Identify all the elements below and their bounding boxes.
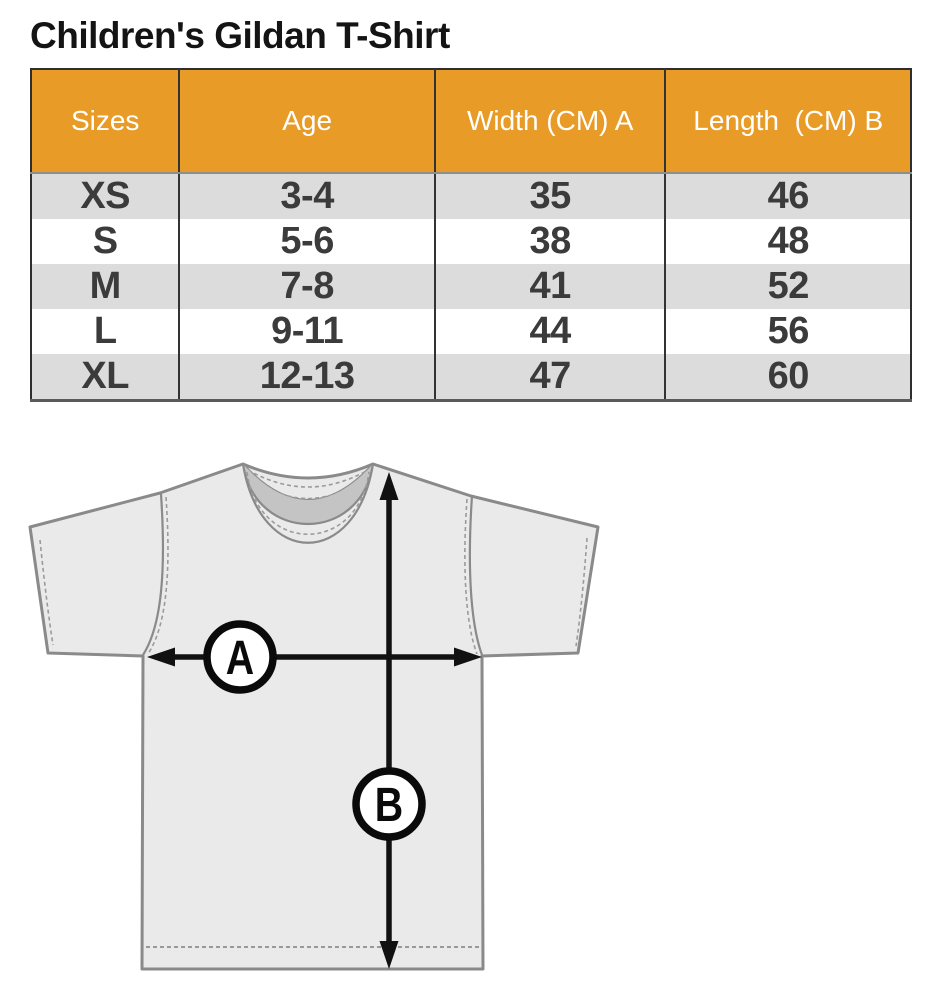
table-row-xs	[31, 173, 911, 219]
cell-length: 48	[665, 219, 911, 264]
size-table	[30, 68, 912, 402]
header-row	[31, 69, 911, 173]
cell-size: S	[31, 219, 179, 264]
cell-width: 44	[435, 309, 666, 354]
table-row-xl	[31, 354, 911, 401]
col-header-sizes: Sizes	[31, 69, 179, 173]
col-header-length: Length (CM) B	[665, 69, 911, 173]
page-title: Children's Gildan T-Shirt	[30, 15, 450, 56]
cell-length: 52	[665, 264, 911, 309]
cell-width: 41	[435, 264, 666, 309]
cell-size: M	[31, 264, 179, 309]
cell-length: 46	[665, 173, 911, 219]
cell-age: 5-6	[179, 219, 435, 264]
col-header-width: Width (CM) A	[435, 69, 666, 173]
cell-age: 12-13	[179, 354, 435, 401]
cell-width: 38	[435, 219, 666, 264]
table-row-l	[31, 309, 911, 354]
cell-size: XL	[31, 354, 179, 401]
cell-length: 60	[665, 354, 911, 401]
length-marker-label: B	[374, 778, 404, 832]
width-marker-label: A	[225, 631, 255, 685]
table-row-s	[31, 219, 911, 264]
cell-size: L	[31, 309, 179, 354]
table-row-m	[31, 264, 911, 309]
tshirt-measurement-diagram	[20, 440, 640, 1007]
cell-size: XS	[31, 173, 179, 219]
cell-width: 35	[435, 173, 666, 219]
cell-age: 9-11	[179, 309, 435, 354]
col-header-age: Age	[179, 69, 435, 173]
cell-age: 3-4	[179, 173, 435, 219]
cell-length: 56	[665, 309, 911, 354]
cell-width: 47	[435, 354, 666, 401]
cell-age: 7-8	[179, 264, 435, 309]
